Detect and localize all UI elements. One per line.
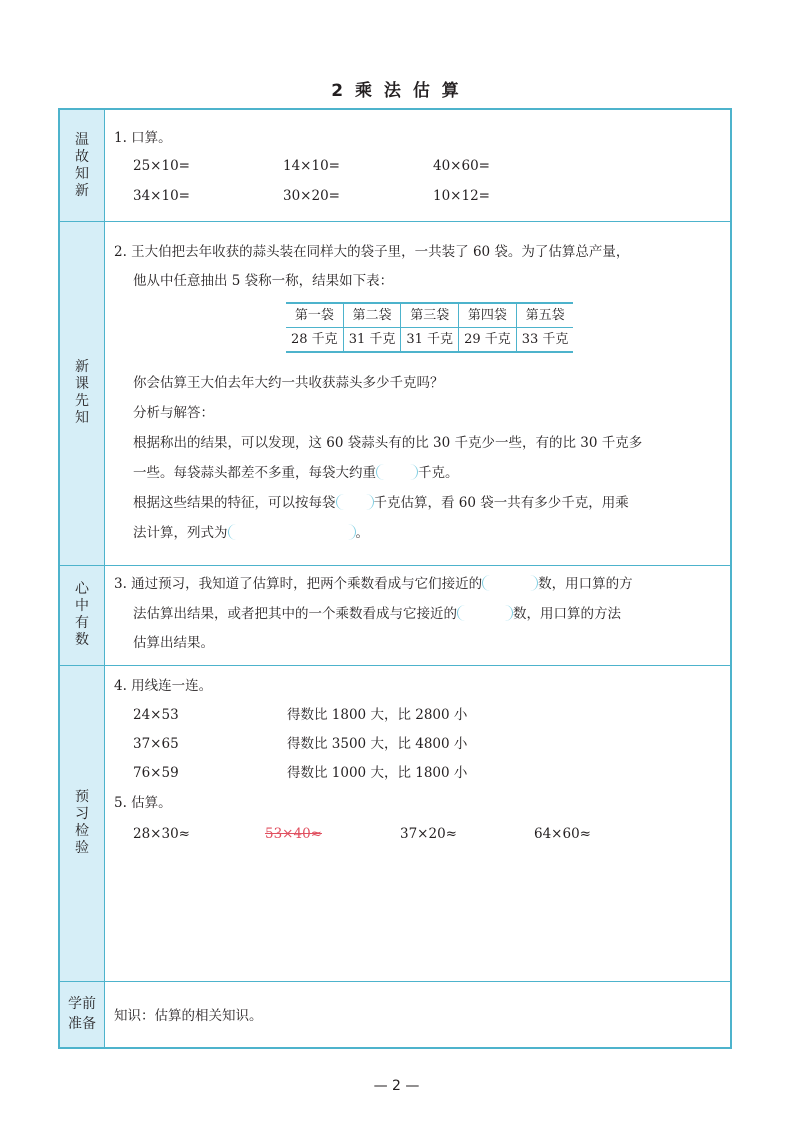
q2-text: 他从中任意抽出 5 袋称一称，结果如下表： bbox=[133, 273, 394, 289]
answer-blank[interactable] bbox=[457, 605, 513, 621]
q4-right-item[interactable]: 得数比 1800 大，比 2800 小 bbox=[287, 707, 468, 723]
q5-item-scribbled: 53×40≈ bbox=[265, 826, 322, 842]
table-header-cell: 第一袋 bbox=[286, 303, 343, 328]
q4-heading: 4. 用线连一连。 bbox=[114, 678, 213, 694]
q4-left-item[interactable]: 37×65 bbox=[133, 736, 179, 752]
table-cell: 28 千克 bbox=[286, 328, 343, 353]
table-cell: 31 千克 bbox=[343, 328, 401, 353]
q2-text: 法计算，列式为 。 bbox=[133, 525, 369, 541]
q2-question: 你会估算王大伯去年大约一共收获蒜头多少千克吗？ bbox=[133, 375, 444, 391]
divider bbox=[60, 565, 730, 566]
section-label-reflect: 心 中 有 数 bbox=[75, 581, 89, 648]
table-cell: 31 千克 bbox=[401, 328, 459, 353]
weight-table bbox=[286, 302, 573, 353]
q4-right-item[interactable]: 得数比 3500 大，比 4800 小 bbox=[287, 736, 468, 752]
q1-heading: 1. 口算。 bbox=[114, 130, 172, 146]
divider bbox=[60, 981, 730, 982]
q2-text: 根据称出的结果，可以发现，这 60 袋蒜头有的比 30 千克少一些，有的比 30 千克多 bbox=[133, 435, 643, 451]
q3-text: 3. 通过预习，我知道了估算时，把两个乘数看成与它们接近的 数，用口算的方 bbox=[114, 576, 633, 592]
q1-item: 30×20= bbox=[283, 188, 340, 204]
section-label-prep: 学前 准备 bbox=[68, 996, 96, 1032]
answer-blank[interactable] bbox=[336, 494, 374, 510]
section-label-preview: 新 课 先 知 bbox=[75, 359, 89, 426]
table-header-cell: 第五袋 bbox=[516, 303, 573, 328]
table-cell: 29 千克 bbox=[459, 328, 517, 353]
prep-text: 知识：估算的相关知识。 bbox=[114, 1008, 263, 1024]
page-number: — 2 — bbox=[373, 1078, 420, 1094]
q5-item: 64×60≈ bbox=[534, 826, 591, 842]
q5-item: 28×30≈ bbox=[133, 826, 190, 842]
page-title: 2 乘 法 估 算 bbox=[331, 81, 462, 101]
q1-item: 25×10= bbox=[133, 158, 190, 174]
table-cell: 33 千克 bbox=[516, 328, 573, 353]
q2-text: 一些。每袋蒜头都差不多重，每袋大约重 千克。 bbox=[133, 465, 459, 481]
q5-heading: 5. 估算。 bbox=[114, 795, 172, 811]
q3-text: 法估算出结果，或者把其中的一个乘数看成与它接近的 数，用口算的方法 bbox=[133, 606, 621, 622]
q1-item: 34×10= bbox=[133, 188, 190, 204]
section-label-review: 温 故 知 新 bbox=[75, 131, 89, 199]
q4-left-item[interactable]: 24×53 bbox=[133, 707, 179, 723]
q1-item: 14×10= bbox=[283, 158, 340, 174]
q4-right-item[interactable]: 得数比 1000 大，比 1800 小 bbox=[287, 765, 468, 781]
table-header-cell: 第四袋 bbox=[459, 303, 517, 328]
section-label-check: 预 习 检 验 bbox=[75, 789, 89, 856]
q3-text: 估算出结果。 bbox=[133, 635, 214, 651]
answer-blank[interactable] bbox=[482, 575, 538, 591]
table-header-cell: 第三袋 bbox=[401, 303, 459, 328]
divider bbox=[60, 221, 730, 222]
answer-blank[interactable] bbox=[228, 524, 356, 540]
q1-item: 10×12= bbox=[433, 188, 490, 204]
table-header-cell: 第二袋 bbox=[343, 303, 401, 328]
q2-text: 2. 王大伯把去年收获的蒜头装在同样大的袋子里，一共装了 60 袋。为了估算总产量， bbox=[114, 244, 630, 260]
q2-analysis-label: 分析与解答： bbox=[133, 405, 214, 421]
divider bbox=[60, 665, 730, 666]
q1-item: 40×60= bbox=[433, 158, 490, 174]
q2-text: 根据这些结果的特征，可以按每袋 千克估算，看 60 袋一共有多少千克，用乘 bbox=[133, 495, 629, 511]
q5-item: 37×20≈ bbox=[400, 826, 457, 842]
answer-blank[interactable] bbox=[376, 464, 418, 480]
q4-left-item[interactable]: 76×59 bbox=[133, 765, 179, 781]
